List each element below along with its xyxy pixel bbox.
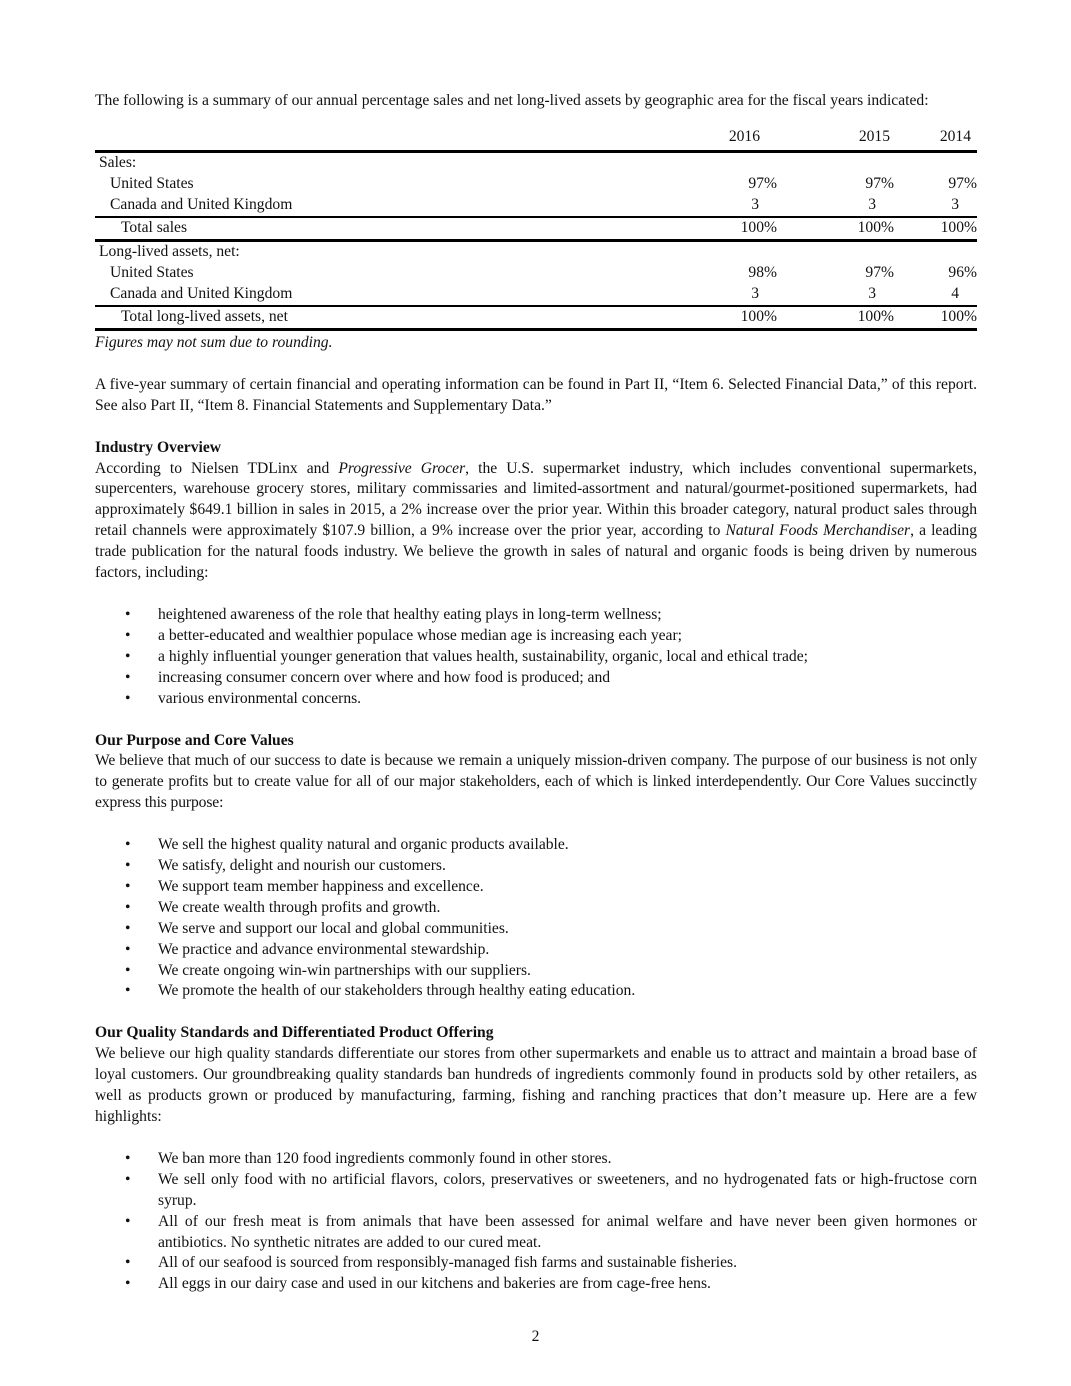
bullet-marker: •: [125, 626, 131, 644]
bullet-marker: •: [125, 857, 131, 875]
section-row-assets: [95, 240, 977, 263]
bullet-marker: •: [125, 1275, 131, 1293]
cell-value: 98%: [748, 264, 777, 282]
cell-value: 96%: [948, 264, 977, 282]
bullet-marker: •: [125, 898, 131, 916]
list-item: [95, 981, 977, 1002]
list-item-text: We create ongoing win-win partnerships with our suppliers.: [158, 961, 531, 979]
list-item-text: We sell only food with no artificial flavors, colors, preservatives or sweeteners, and no hydrogenated fats or high-fructose corn syrup.: [158, 1170, 977, 1209]
bullet-marker: •: [125, 919, 131, 937]
purpose-heading: Our Purpose and Core Values: [95, 731, 294, 749]
table-header-row: [95, 127, 977, 152]
cell-value: 3: [660, 195, 777, 217]
geographic-summary-table: [95, 127, 977, 331]
list-item: [95, 1149, 977, 1170]
core-values-list: [95, 835, 977, 1002]
list-item-text: We ban more than 120 food ingredients commonly found in other stores.: [158, 1149, 612, 1167]
list-item: [95, 940, 977, 961]
cell-value: 97%: [865, 264, 894, 282]
table-row: [95, 195, 977, 217]
cell-value: 100%: [660, 306, 777, 330]
bullet-marker: •: [125, 836, 131, 854]
list-item: [95, 1170, 977, 1212]
bullet-marker: •: [125, 961, 131, 979]
table-total-row: [95, 306, 977, 330]
cell-value: 100%: [777, 306, 894, 330]
cell-value: 3: [777, 195, 894, 217]
section-label: Long-lived assets, net:: [99, 243, 240, 261]
industry-heading: Industry Overview: [95, 438, 222, 456]
list-item-text: heightened awareness of the role that healthy eating plays in long-term wellness;: [158, 605, 662, 623]
list-item: [95, 961, 977, 982]
intro-paragraph: The following is a summary of our annual percentage sales and net long-lived assets by geographic area for the fiscal years indicated:: [95, 92, 929, 109]
list-item: [95, 1274, 977, 1295]
list-item: [95, 898, 977, 919]
list-item: [95, 668, 977, 689]
section-row-sales: [95, 151, 977, 174]
bullet-marker: •: [125, 1149, 131, 1167]
list-item: [95, 856, 977, 877]
list-item: [95, 1212, 977, 1254]
source-progressive-grocer: Progressive Grocer: [338, 459, 466, 477]
list-item-text: We support team member happiness and excellence.: [158, 877, 484, 895]
bullet-marker: •: [125, 1170, 131, 1188]
list-item-text: increasing consumer concern over where and how food is produced; and: [158, 668, 611, 686]
cell-value: 97%: [865, 175, 894, 193]
list-item: [95, 835, 977, 856]
cell-value: 100%: [660, 217, 777, 241]
row-label: United States: [110, 175, 194, 193]
summary-paragraph: A five-year summary of certain financial and operating information can be found in Part II, “Item 6. Selected Financial Data,” of this report. See also Part II, “Item 8. Financial Statements and Supplementary Data.”: [95, 375, 977, 414]
table-footnote: Figures may not sum due to rounding.: [95, 333, 333, 351]
table-total-row: [95, 217, 977, 241]
quality-heading: Our Quality Standards and Differentiated Product Offering: [95, 1024, 494, 1042]
cell-value: 3: [660, 284, 777, 306]
row-label: Canada and United Kingdom: [95, 195, 660, 217]
bullet-marker: •: [125, 940, 131, 958]
cell-value: 3: [894, 195, 977, 217]
cell-value: 4: [894, 284, 977, 306]
section-label: Sales:: [99, 154, 137, 172]
row-label: Total sales: [95, 217, 660, 241]
table-row: [95, 284, 977, 306]
list-item: [95, 647, 977, 668]
purpose-paragraph: We believe that much of our success to date is because we remain a uniquely mission-driven company. The purpose of our business is not only to generate profits but to create value for all of our major stakeholders, each of which is linked interdependently. Our Core Values succinctly express this purpose:: [95, 752, 977, 812]
bullet-marker: •: [125, 647, 131, 665]
list-item-text: We sell the highest quality natural and organic products available.: [158, 836, 569, 854]
bullet-marker: •: [125, 689, 131, 707]
list-item: [95, 605, 977, 626]
year-header-2015: 2015: [777, 127, 894, 152]
cell-value: 97%: [748, 175, 777, 193]
list-item: [95, 1253, 977, 1274]
list-item-text: All eggs in our dairy case and used in our kitchens and bakeries are from cage-free hens.: [158, 1275, 711, 1293]
bullet-marker: •: [125, 605, 131, 623]
list-item: [95, 877, 977, 898]
list-item-text: We serve and support our local and global communities.: [158, 919, 509, 937]
industry-factors-list: [95, 605, 977, 710]
list-item: [95, 919, 977, 940]
document-page: [95, 91, 977, 1295]
row-label: Canada and United Kingdom: [95, 284, 660, 306]
list-item-text: We create wealth through profits and growth.: [158, 898, 441, 916]
industry-paragraph: According to Nielsen TDLinx and Progressive Grocer, the U.S. supermarket industry, which includes conventional supermarkets, supercenters, warehouse grocery stores, military commissaries and limited-assortment and natural/gourmet-positioned supermarkets, had approximately $649.1 billion in sales in 2015, a 2% increase over the prior year. Within this broader category, natural product sales through retail channels were approximately $107.9 billion, a 9% increase over the prior year, according to Natural Foods Merchandiser, a leading trade publication for the natural foods industry. We believe the growth in sales of natural and organic foods is being driven by numerous factors, including:: [95, 459, 977, 582]
cell-value: 3: [777, 284, 894, 306]
quality-highlights-list: [95, 1149, 977, 1295]
list-item-text: various environmental concerns.: [158, 689, 362, 707]
cell-value: 100%: [777, 217, 894, 241]
year-header-2014: 2014: [894, 127, 977, 152]
bullet-marker: •: [125, 1212, 131, 1230]
cell-value: 100%: [894, 217, 977, 241]
table-row: [95, 263, 977, 284]
list-item: [95, 626, 977, 647]
cell-value: 100%: [894, 306, 977, 330]
list-item-text: All of our seafood is sourced from responsibly-managed fish farms and sustainable fisheries.: [158, 1254, 737, 1272]
year-header-2016: 2016: [660, 127, 777, 152]
bullet-marker: •: [125, 1254, 131, 1272]
bullet-marker: •: [125, 982, 131, 1000]
list-item-text: We promote the health of our stakeholders through healthy eating education.: [158, 982, 636, 1000]
list-item: [95, 689, 977, 710]
table-row: [95, 174, 977, 195]
source-natural-foods-merchandiser: Natural Foods Merchandiser: [725, 522, 911, 540]
list-item-text: All of our fresh meat is from animals that have been assessed for animal welfare and have never been given hormones or antibiotics. No synthetic nitrates are added to our cured meat.: [158, 1212, 977, 1251]
quality-paragraph: We believe our high quality standards differentiate our stores from other supermarkets and enable us to attract and maintain a broad base of loyal customers. Our groundbreaking quality standards ban hundreds of ingredients commonly found in products sold by other retailers, as well as products grown or produced by manufacturing, farming, fishing and ranching practices that don’t measure up. Here are a few highlights:: [95, 1045, 977, 1125]
list-item-text: a highly influential younger generation that values health, sustainability, organic, local and ethical trade;: [158, 647, 808, 665]
list-item-text: a better-educated and wealthier populace whose median age is increasing each year;: [158, 626, 682, 644]
bullet-marker: •: [125, 877, 131, 895]
page-number: 2: [531, 1328, 540, 1345]
list-item-text: We practice and advance environmental stewardship.: [158, 940, 490, 958]
list-item-text: We satisfy, delight and nourish our customers.: [158, 857, 446, 875]
cell-value: 97%: [948, 175, 977, 193]
row-label: United States: [110, 264, 194, 282]
bullet-marker: •: [125, 668, 131, 686]
row-label: Total long-lived assets, net: [95, 306, 660, 330]
